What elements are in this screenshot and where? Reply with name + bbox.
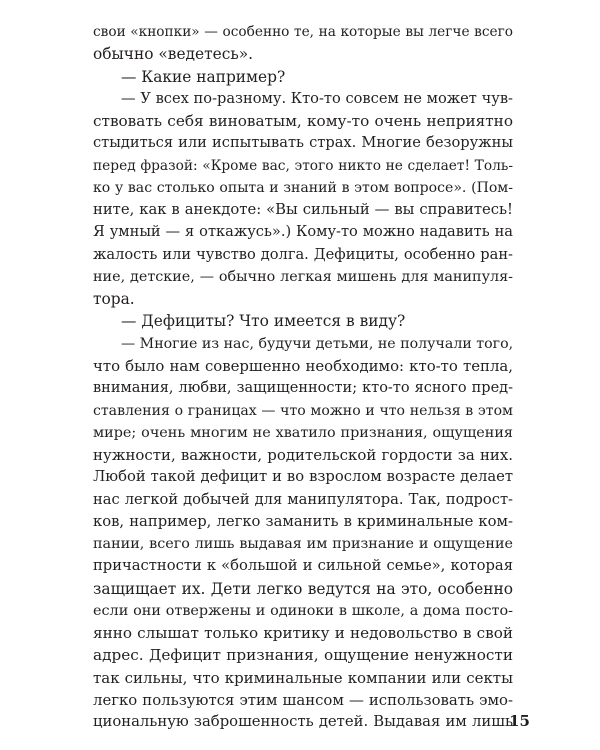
text-line: янно слышат только критику и недовольство в свой bbox=[93, 624, 513, 643]
text-line: внимания, любви, защищенности; кто-то ясного пред- bbox=[93, 380, 513, 397]
text-line: — Какие например? bbox=[121, 67, 286, 86]
text-line: адрес. Дефицит признания, ощущение ненужности bbox=[93, 646, 513, 665]
text-line: мире; очень многим не хватило признания, ощущения bbox=[93, 424, 513, 441]
text-line: перед фразой: «Кроме вас, этого никто не сделает! Толь- bbox=[93, 157, 513, 174]
text-line: нужности, важности, родительской гордости за них. bbox=[93, 446, 513, 465]
text-line: так сильны, что криминальные компании или секты bbox=[93, 668, 513, 687]
text-line: ните, как в анекдоте: «Вы сильный — вы справитесь! bbox=[93, 201, 513, 219]
body-text bbox=[93, 21, 513, 734]
text-line: ние, детские, — обычно легкая мишень для манипуля- bbox=[93, 268, 513, 285]
text-line: — У всех по-разному. Кто-то совсем не может чув- bbox=[121, 89, 513, 107]
text-line: причастности к «большой и сильной семье», которая bbox=[93, 557, 513, 575]
text-line: нас легкой добычей для манипулятора. Так, подрост- bbox=[93, 490, 513, 508]
text-line: ко у вас столько опыта и знаний в этом вопросе». (Пом- bbox=[93, 179, 513, 196]
text-line: жалость или чувство долга. Дефициты, особенно ран- bbox=[93, 245, 513, 263]
text-line: свои «кнопки» — особенно те, на которые вы легче всего bbox=[93, 24, 513, 40]
text-line: если они отвержены и одиноки в школе, а дома посто- bbox=[93, 602, 513, 619]
text-line: стыдиться или испытывать страх. Многие безоружны bbox=[93, 134, 513, 152]
text-line: обычно «ведетесь». bbox=[93, 45, 254, 64]
text-line: Любой такой дефицит и во взрослом возрасте делает bbox=[93, 468, 513, 486]
text-line: — Многие из нас, будучи детьми, не получали того, bbox=[121, 335, 514, 352]
text-line: циональную заброшенность детей. Выдавая им лишь bbox=[93, 713, 513, 731]
text-line: ствовать себя виноватым, кому-то очень неприятно bbox=[93, 112, 513, 131]
text-line: защищает их. Дети легко ведутся на это, особенно bbox=[93, 579, 513, 598]
text-line: пании, всего лишь выдавая им признание и ощущение bbox=[93, 536, 513, 553]
text-line: Я умный — я откажусь».) Кому-то можно надавить на bbox=[93, 223, 513, 241]
page-number: 15 bbox=[509, 712, 530, 730]
text-line: ставления о границах — что можно и что нельзя в этом bbox=[93, 402, 513, 419]
text-line: тора. bbox=[93, 290, 135, 309]
text-line: что было нам совершенно необходимо: кто-то тепла, bbox=[93, 356, 513, 375]
text-line: ков, например, легко заманить в криминальные ком- bbox=[93, 512, 513, 530]
text-line: легко пользуются этим шансом — использовать эмо- bbox=[93, 690, 513, 709]
text-line: — Дефициты? Что имеется в виду? bbox=[121, 312, 406, 331]
